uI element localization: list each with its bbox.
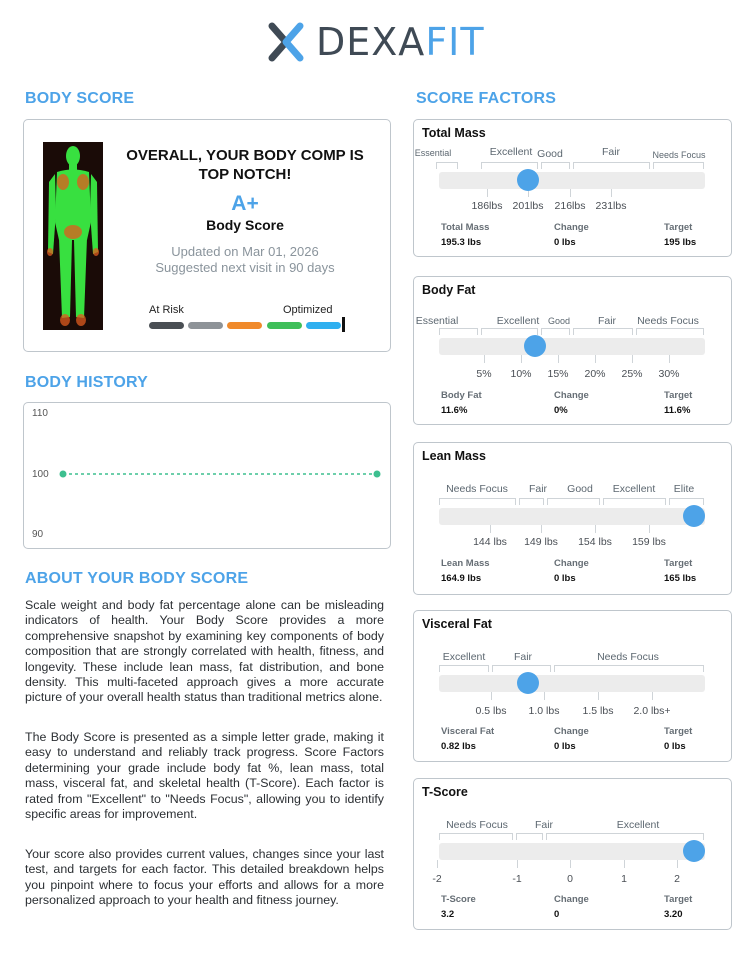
factor-zone-label: Excellent (496, 315, 540, 327)
score-factors-title: SCORE FACTORS (416, 90, 557, 107)
factor-target-label: Target (664, 894, 693, 905)
factor-value-label: Total Mass (441, 222, 490, 233)
factor-card (413, 119, 732, 257)
factor-card (413, 276, 732, 425)
factor-zone-bracket (541, 162, 570, 169)
factor-value-label: Lean Mass (441, 558, 490, 569)
factor-change-value: 0 (554, 909, 560, 920)
factor-tick (598, 692, 599, 700)
next-visit: Suggested next visit in 90 days (155, 260, 335, 275)
factor-zone-label: Excellent (616, 819, 660, 831)
factor-tick (570, 860, 571, 868)
logo-text-dexa: DEXA (316, 20, 426, 64)
factor-zone-label: Good (567, 483, 593, 495)
factor-zone-bracket (669, 498, 704, 505)
factor-zone-bracket (547, 498, 600, 505)
factor-change-label: Change (554, 390, 589, 401)
factor-tick (484, 355, 485, 363)
factor-zone-label: Excellent (442, 651, 486, 663)
factor-tick (517, 860, 518, 868)
factor-marker (683, 505, 705, 527)
factor-tick (558, 355, 559, 363)
factor-tick-label: 1 (621, 873, 627, 885)
score-scale-segment (267, 322, 302, 329)
scale-low-label: At Risk (149, 304, 184, 316)
factor-marker (524, 335, 546, 357)
factor-tick (595, 525, 596, 533)
factor-tick-label: 0 (567, 873, 573, 885)
factor-zone-bracket (492, 665, 551, 672)
factor-zone-label: Needs Focus (652, 150, 706, 160)
factor-tick-label: 201lbs (512, 200, 544, 212)
factor-zone-label: Needs Focus (637, 315, 699, 327)
factor-value-value: 11.6% (441, 405, 468, 416)
factor-zone-label: Essential (414, 148, 452, 158)
factor-zone-label: Good (547, 316, 571, 326)
factor-zone-bracket (439, 833, 513, 840)
factor-marker (517, 672, 539, 694)
factor-track (439, 338, 705, 355)
factor-tick (611, 189, 612, 197)
factor-zone-label: Fair (597, 315, 617, 327)
factor-target-value: 0 lbs (664, 741, 686, 752)
factor-target-label: Target (664, 390, 693, 401)
dexafit-logo (264, 18, 485, 66)
factor-zone-bracket (481, 328, 538, 335)
factor-title: Total Mass (422, 126, 486, 140)
body-score-title: BODY SCORE (25, 90, 135, 107)
history-point (374, 471, 381, 478)
score-scale-segment (149, 322, 184, 329)
factor-zone-bracket (554, 665, 704, 672)
factor-track (439, 843, 705, 860)
factor-card (413, 442, 732, 595)
factor-zone-label: Needs Focus (446, 819, 508, 831)
factor-tick (544, 692, 545, 700)
factor-change-label: Change (554, 894, 589, 905)
factor-zone-bracket (436, 162, 458, 169)
factor-tick-label: -1 (512, 873, 522, 885)
factor-value-label: Visceral Fat (441, 726, 495, 737)
factor-tick (595, 355, 596, 363)
about-title: ABOUT YOUR BODY SCORE (25, 570, 249, 587)
factor-tick (624, 860, 625, 868)
factor-tick-label: 2.0 lbs+ (633, 705, 671, 717)
factor-tick-label: 159 lbs (632, 536, 666, 548)
factor-zone-label: Fair (528, 483, 548, 495)
factor-target-value: 11.6% (664, 405, 691, 416)
factor-change-label: Change (554, 222, 589, 233)
factor-zone-bracket (439, 328, 478, 335)
about-paragraph: The Body Score is presented as a simple letter grade, making it easy to understand and reliably track progress. Score Factors determining your grade include body fat %, lean mass, total mass, visceral fat, and skeletal health (T-Score). Each factor is rated from "Excellent" to "Needs Focus", allowing you to identify specific areas for improvement. (25, 730, 384, 822)
factor-zone-label: Fair (513, 651, 533, 663)
factor-zone-bracket (541, 328, 570, 335)
body-scan-image (43, 142, 103, 330)
factor-tick (491, 692, 492, 700)
body-score-heading: OVERALL, YOUR BODY COMP IS TOP NOTCH! (126, 147, 364, 183)
factor-tick-label: 186lbs (471, 200, 503, 212)
factor-tick (490, 525, 491, 533)
factor-zone-label: Good (537, 148, 563, 160)
factor-tick (649, 525, 650, 533)
factor-marker (517, 169, 539, 191)
factor-target-label: Target (664, 558, 693, 569)
factor-zone-bracket (439, 665, 489, 672)
factor-tick-label: 5% (476, 368, 492, 380)
factor-tick-label: 1.5 lbs (582, 705, 614, 717)
about-paragraph: Your score also provides current values, changes since your last test, and targets for each factor. This detailed breakdown helps you pinpoint where to focus your efforts and allows for a more personalized approach to your health and fitness journey. (25, 847, 384, 908)
logo-text-fit: FIT (425, 20, 485, 64)
factor-value-value: 0.82 lbs (441, 741, 476, 752)
factor-tick-label: 10% (510, 368, 532, 380)
factor-change-value: 0% (554, 405, 568, 416)
factor-zone-bracket (573, 162, 650, 169)
factor-zone-bracket (653, 162, 704, 169)
y-tick-label: 110 (32, 408, 48, 419)
y-tick-label: 100 (32, 469, 49, 480)
body-score-updated (120, 244, 370, 276)
scale-high-label: Optimized (283, 304, 333, 316)
factor-card (413, 610, 732, 762)
factor-tick-label: 1.0 lbs (528, 705, 560, 717)
updated-date: Updated on Mar 01, 2026 (171, 244, 319, 259)
factor-value-label: Body Fat (441, 390, 482, 401)
y-tick-label: 90 (32, 529, 44, 540)
factor-title: T-Score (422, 785, 468, 799)
factor-change-value: 0 lbs (554, 741, 576, 752)
factor-target-value: 165 lbs (664, 573, 697, 584)
factor-change-value: 0 lbs (554, 237, 576, 248)
body-history-chart (24, 403, 390, 548)
factor-value-value: 164.9 lbs (441, 573, 482, 584)
factor-tick (669, 355, 670, 363)
factor-tick-label: 154 lbs (578, 536, 612, 548)
factor-zone-label: Fair (534, 819, 554, 831)
factor-zone-bracket (546, 833, 704, 840)
body-history-title: BODY HISTORY (25, 374, 149, 391)
factor-tick-label: 30% (658, 368, 680, 380)
factor-tick (632, 355, 633, 363)
factor-target-label: Target (664, 222, 693, 233)
factor-title: Body Fat (422, 283, 476, 297)
score-scale-segment (306, 322, 341, 329)
factor-tick-label: 20% (584, 368, 606, 380)
history-point (60, 471, 67, 478)
factor-zone-bracket (516, 833, 543, 840)
factor-value-value: 3.2 (441, 909, 455, 920)
factor-title: Lean Mass (422, 449, 486, 463)
factor-zone-bracket (519, 498, 544, 505)
factor-change-label: Change (554, 558, 589, 569)
score-scale-segment (188, 322, 223, 329)
factor-tick (652, 692, 653, 700)
factor-tick (570, 189, 571, 197)
factor-zone-label: Excellent (489, 146, 533, 158)
body-score-grade-label: Body Score (206, 217, 284, 233)
factor-change-value: 0 lbs (554, 573, 576, 584)
dexafit-x-icon (264, 20, 308, 64)
factor-tick (487, 189, 488, 197)
factor-marker (683, 840, 705, 862)
factor-target-label: Target (664, 726, 693, 737)
factor-zone-label: Needs Focus (446, 483, 508, 495)
factor-target-value: 195 lbs (664, 237, 697, 248)
factor-zone-bracket (603, 498, 666, 505)
body-score-grade: A+ (231, 192, 259, 215)
factor-tick-label: 144 lbs (473, 536, 507, 548)
factor-zone-bracket (636, 328, 704, 335)
factor-zone-label: Needs Focus (597, 651, 659, 663)
factor-track (439, 172, 705, 189)
factor-track (439, 508, 705, 525)
factor-value-label: T-Score (441, 894, 476, 905)
score-scale-marker (342, 317, 345, 332)
body-score-card (23, 119, 391, 352)
factor-zone-bracket (573, 328, 633, 335)
factor-zone-label: Excellent (612, 483, 656, 495)
factor-change-label: Change (554, 726, 589, 737)
factor-tick (677, 860, 678, 868)
factor-zone-bracket (439, 498, 516, 505)
factor-title: Visceral Fat (422, 617, 492, 631)
factor-target-value: 3.20 (664, 909, 683, 920)
factor-zone-label: Fair (601, 146, 621, 158)
score-scale-segment (227, 322, 262, 329)
factor-tick-label: 25% (621, 368, 643, 380)
factor-tick (541, 525, 542, 533)
factor-track (439, 675, 705, 692)
factor-tick-label: 0.5 lbs (475, 705, 507, 717)
factor-card (413, 778, 732, 930)
factor-zone-label: Elite (673, 483, 695, 495)
factor-tick-label: 216lbs (554, 200, 586, 212)
body-history-card (23, 402, 391, 549)
factor-tick (437, 860, 438, 868)
factor-tick-label: -2 (432, 873, 442, 885)
factor-tick-label: 231lbs (595, 200, 627, 212)
factor-zone-bracket (481, 162, 538, 169)
factor-value-value: 195.3 lbs (441, 237, 482, 248)
factor-tick (521, 355, 522, 363)
factor-tick-label: 15% (547, 368, 569, 380)
factor-zone-label: Essential (415, 315, 459, 327)
about-paragraph: Scale weight and body fat percentage alone can be misleading indicators of health. Your Body Score provides a more comprehensive snapshot by examining key components of body composition that are strongly correlated with health, fitness, and longevity. These include lean mass, fat distribution, and bone density. This multi-faceted approach gives a more accurate picture of your overall health status than traditional metrics alone. (25, 598, 384, 705)
factor-tick-label: 2 (674, 873, 680, 885)
factor-tick-label: 149 lbs (524, 536, 558, 548)
